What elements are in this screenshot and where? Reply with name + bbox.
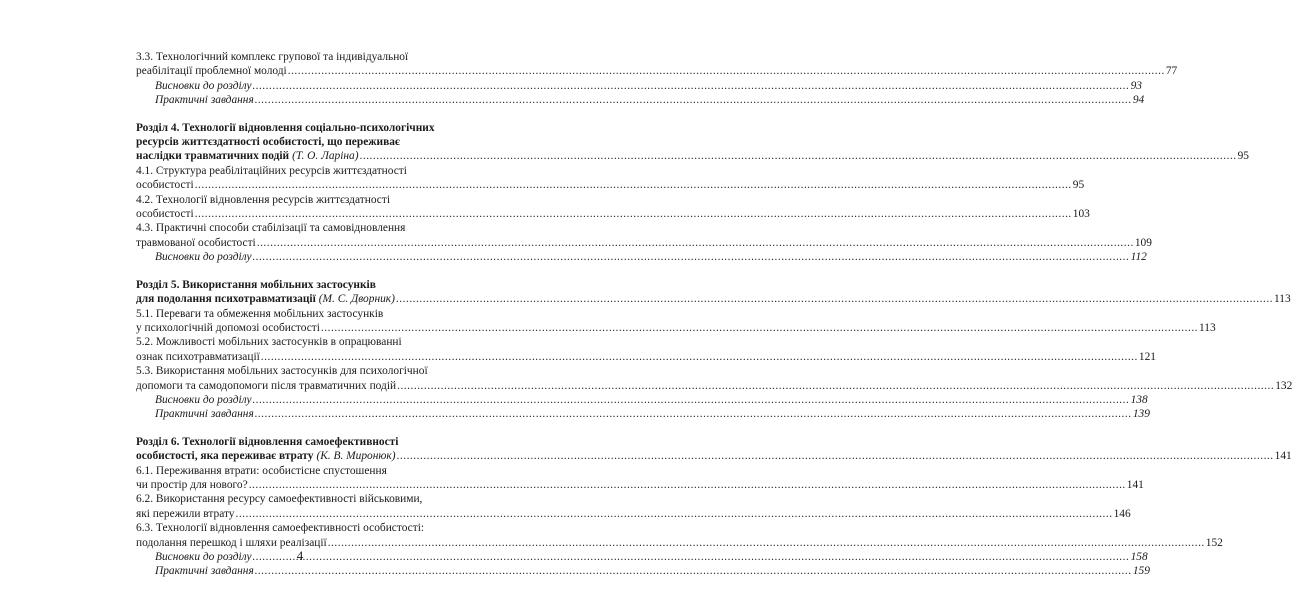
toc-entry-title-line: Практичні завдання <box>155 565 254 578</box>
dot-leader <box>235 507 1112 521</box>
dot-leader <box>321 321 1198 335</box>
toc-entry-page: 146 <box>1113 507 1131 520</box>
toc-entry-page: 121 <box>1138 350 1156 363</box>
toc-entry-title-line: для подолання психотравматизації <box>136 293 316 306</box>
toc-entry-title-line: 4.2. Технології відновлення ресурсів життєздатності <box>136 193 390 206</box>
dot-leader <box>253 79 1130 93</box>
toc-entry-title-line: особистості <box>136 208 194 221</box>
toc-entry-page: 141 <box>1126 478 1144 491</box>
toc-entry-title-line: Розділ 5. Використання мобільних застосунків <box>136 278 376 291</box>
toc-entry[interactable] <box>136 164 1085 193</box>
toc-entry-title-line: особистості <box>136 179 194 192</box>
toc-entry-page: 158 <box>1130 551 1148 563</box>
toc-entry-author: (Т. О. Ларіна) <box>292 150 359 163</box>
section-gap <box>136 265 464 278</box>
toc-entry-page: 141 <box>1274 450 1292 463</box>
dot-leader <box>253 250 1130 264</box>
toc-entry-author: (М. С. Дворник) <box>318 293 395 306</box>
toc-entry-title-line: 5.2. Можливості мобільних застосунків в опрацюванні <box>136 336 402 349</box>
toc-entry-title-line: Практичні завдання <box>155 94 254 107</box>
dot-leader <box>397 379 1274 393</box>
dot-leader <box>397 449 1274 463</box>
toc-entry[interactable] <box>136 335 1156 364</box>
toc-entry[interactable] <box>136 50 1178 79</box>
toc-entry[interactable] <box>136 250 1147 264</box>
dot-leader <box>261 350 1138 364</box>
toc-entry-title-line: 6.2. Використання ресурсу самоефективності військовими, <box>136 493 423 506</box>
toc-entry[interactable] <box>136 278 1291 307</box>
dot-leader <box>195 207 1072 221</box>
toc-entry-title-line: чи простір для нового? <box>136 478 248 491</box>
section-gap <box>136 108 464 121</box>
toc-entry-page: 94 <box>1132 94 1145 107</box>
toc-entry[interactable] <box>136 393 1148 407</box>
toc-entry-title-line: ресурсів життєздатності особистості, що переживає <box>136 136 400 149</box>
toc-entry-author: (К. В. Миронюк) <box>316 450 396 463</box>
toc-entry[interactable] <box>136 464 1144 493</box>
table-of-contents <box>136 50 1292 579</box>
toc-entry-title-line: Висновки до розділу <box>155 551 252 563</box>
toc-entry[interactable] <box>136 221 1152 250</box>
page-number: 4 <box>296 548 304 563</box>
toc-entry-title-line: наслідки травматичних подій <box>136 150 290 163</box>
toc-entry-page: 77 <box>1165 65 1178 78</box>
toc-entry-title-line: у психологічній допомозі особистості <box>136 321 320 334</box>
toc-entry[interactable] <box>136 193 1090 222</box>
toc-entry-page: 159 <box>1132 565 1150 578</box>
toc-entry-page: 152 <box>1205 536 1223 549</box>
toc-entry-page: 103 <box>1072 208 1090 221</box>
toc-entry[interactable] <box>136 435 1292 464</box>
toc-entry-title-line: ознак психотравматизації <box>136 350 260 363</box>
dot-leader <box>257 236 1134 250</box>
toc-entry-title-line: допомоги та самодопомоги після травматичних подій <box>136 379 397 392</box>
toc-entry-page: 95 <box>1072 179 1085 192</box>
toc-entry[interactable] <box>136 407 1150 421</box>
toc-entry[interactable] <box>136 79 1142 93</box>
toc-entry-page: 95 <box>1237 150 1249 163</box>
toc-entry-title-line: 5.1. Переваги та обмеження мобільних застосунків <box>136 307 384 320</box>
toc-entry[interactable] <box>136 364 1292 393</box>
toc-entry-page: 113 <box>1274 293 1291 306</box>
dot-leader <box>288 64 1165 78</box>
toc-entry-title-line: реабілітації проблемної молоді <box>136 65 287 78</box>
dot-leader <box>396 292 1273 306</box>
toc-entry-page: 93 <box>1130 79 1142 92</box>
toc-entry-title-line: Висновки до розділу <box>155 393 252 406</box>
toc-entry-title-line: 4.3. Практичні способи стабілізації та самовідновлення <box>136 222 406 235</box>
toc-entry-title-line: 6.3. Технології відновлення самоефективності особистості: <box>136 522 425 535</box>
toc-entry-page: 138 <box>1130 393 1148 406</box>
toc-entry-title-line: травмованої особистості <box>136 236 256 249</box>
toc-entry-title-line: Практичні завдання <box>155 408 254 421</box>
toc-entry-title-line: Висновки до розділу <box>155 251 252 264</box>
dot-leader <box>195 178 1072 192</box>
toc-entry[interactable] <box>136 121 1249 164</box>
toc-entry-title-line: які пережили втрату <box>136 507 235 520</box>
toc-entry-title-line: 6.1. Переживання втрати: особистісне спустошення <box>136 464 387 477</box>
dot-leader <box>255 93 1132 107</box>
dot-leader <box>255 407 1132 421</box>
toc-entry-title-line: Висновки до розділу <box>155 79 252 92</box>
toc-entry[interactable] <box>136 521 1223 550</box>
toc-entry-title-line: 4.1. Структура реабілітаційних ресурсів життєздатності <box>136 164 407 177</box>
toc-entry-page: 139 <box>1132 408 1150 421</box>
dot-leader <box>255 564 1132 578</box>
toc-entry-page: 112 <box>1130 251 1147 264</box>
toc-entry-title-line: 5.3. Використання мобільних застосунків для психологічної <box>136 365 428 378</box>
section-gap <box>136 422 464 435</box>
toc-entry-page: 109 <box>1134 236 1152 249</box>
dot-leader <box>360 149 1237 163</box>
toc-entry[interactable] <box>136 564 1150 578</box>
dot-leader <box>253 393 1130 407</box>
toc-entry-title-line: 3.3. Технологічний комплекс групової та індивідуальної <box>136 51 409 63</box>
toc-entry-title-line: особистості, яка переживає втрату <box>136 450 314 463</box>
toc-entry[interactable] <box>136 307 1216 336</box>
toc-entry-title-line: Розділ 4. Технології відновлення соціально-психологічних <box>136 121 435 134</box>
toc-entry[interactable] <box>136 492 1131 521</box>
toc-entry-page: 132 <box>1275 379 1292 392</box>
toc-entry-page: 113 <box>1199 321 1216 334</box>
toc-entry-title-line: подолання перешкод і шляхи реалізації <box>136 536 327 549</box>
toc-entry[interactable] <box>136 93 1145 107</box>
toc-entry-title-line: Розділ 6. Технології відновлення самоефективності <box>136 435 399 448</box>
dot-leader <box>249 478 1126 492</box>
